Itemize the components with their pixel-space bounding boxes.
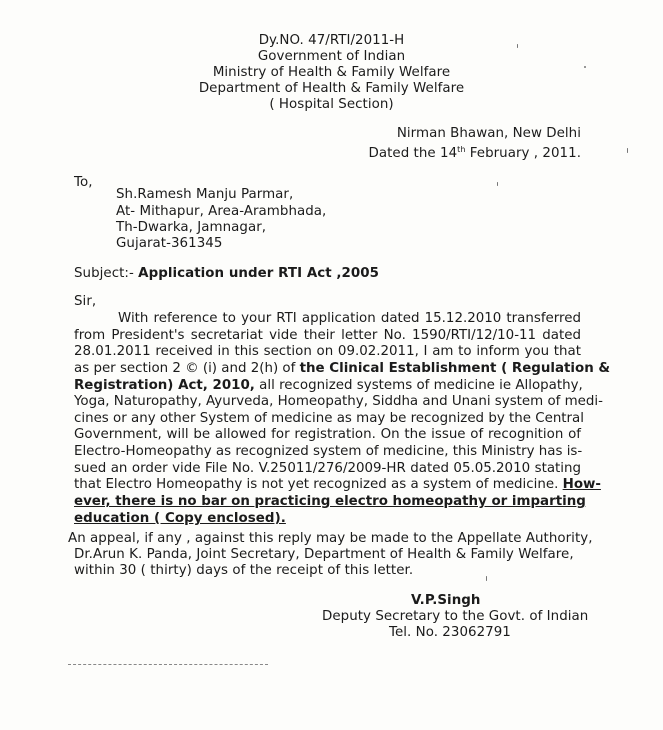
- scan-speck: [517, 44, 518, 48]
- address-line: At- Mithapur, Area-Arambhada,: [116, 204, 327, 219]
- body-line: that Electro Homeopathy is not yet recognized as a system of medicine. How-: [74, 477, 601, 492]
- place-line: Nirman Bhawan, New Delhi: [396, 126, 581, 141]
- section-line: ( Hospital Section): [269, 97, 394, 112]
- signatory-name: V.P.Singh: [411, 593, 481, 608]
- reference-number: Dy.NO. 47/RTI/2011-H: [258, 33, 405, 48]
- body-line: With reference to your RTI application dated 15.12.2010 transferred: [118, 311, 581, 326]
- body-line: Electro-Homeopathy as recognized system of medicine, this Ministry has is-: [74, 444, 583, 459]
- body-line: Government, will be allowed for registration. On the issue of recognition of: [74, 427, 581, 442]
- body-line: cines or any other System of medicine as may be recognized by the Central: [74, 411, 584, 426]
- date-line: Dated the 14th February , 2011.: [368, 145, 581, 161]
- scan-speck: [486, 576, 487, 581]
- body-line: 28.01.2011 received in this section on 09.02.2011, I am to inform you that: [74, 344, 581, 359]
- address-line: Sh.Ramesh Manju Parmar,: [116, 187, 294, 202]
- body-line: education ( Copy enclosed).: [74, 511, 286, 526]
- body-line: sued an order vide File No. V.25011/276/2009-HR dated 05.05.2010 stating: [74, 461, 581, 476]
- body-line: Registration) Act, 2010, all recognized systems of medicine ie Allopathy,: [74, 378, 583, 393]
- signatory-telephone: Tel. No. 23062791: [389, 625, 511, 640]
- signatory-designation: Deputy Secretary to the Govt. of Indian: [322, 609, 589, 624]
- body-line: ever, there is no bar on practicing electro homeopathy or imparting: [74, 494, 586, 509]
- body-line: Yoga, Naturopathy, Ayurveda, Homeopathy, Siddha and Unani system of medi-: [74, 394, 603, 409]
- scan-speck: [584, 66, 586, 68]
- address-line: Gujarat-361345: [116, 236, 223, 251]
- department-line: Department of Health & Family Welfare: [198, 81, 465, 96]
- appeal-line: Dr.Arun K. Panda, Joint Secretary, Department of Health & Family Welfare,: [74, 547, 574, 562]
- ministry-line: Ministry of Health & Family Welfare: [212, 65, 451, 80]
- to-label: To,: [74, 175, 93, 190]
- appeal-line: within 30 ( thirty) days of the receipt of this letter.: [74, 563, 414, 578]
- scan-speck: [627, 148, 628, 153]
- body-line: as per section 2 © (i) and 2(h) of the Clinical Establishment ( Regulation &: [74, 361, 611, 376]
- subject-line: Subject:- Application under RTI Act ,2005: [74, 266, 380, 281]
- body-line: from President's secretariat vide their letter No. 1590/RTI/12/10-11 dated: [74, 328, 581, 343]
- appeal-line: An appeal, if any , against this reply may be made to the Appellate Authority,: [68, 531, 593, 546]
- address-line: Th-Dwarka, Jamnagar,: [116, 220, 267, 235]
- scan-speck: [497, 182, 498, 186]
- scan-dashed-line: [68, 664, 268, 665]
- government-line: Government of Indian: [257, 49, 406, 64]
- salutation: Sir,: [74, 294, 97, 309]
